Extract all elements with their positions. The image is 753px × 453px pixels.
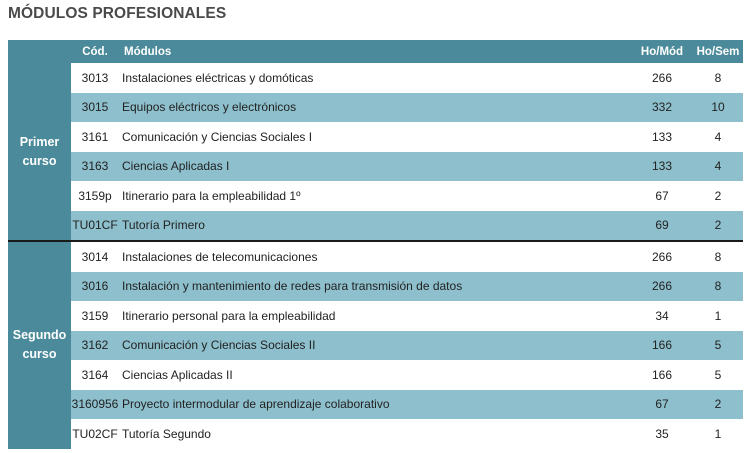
table-row xyxy=(8,390,743,420)
module-name-cell: Proyecto intermodular de aprendizaje colaborativo xyxy=(119,390,631,420)
hours-week-cell: 4 xyxy=(693,122,743,152)
module-code-cell: 3013 xyxy=(71,63,119,93)
course-group-label-line1: Primer xyxy=(19,134,60,149)
module-name-cell: Ciencias Aplicadas II xyxy=(119,360,631,390)
table-row xyxy=(8,241,743,272)
module-name-cell: Comunicación y Ciencias Sociales I xyxy=(119,122,631,152)
hours-module-cell: 266 xyxy=(631,272,693,302)
table-row xyxy=(8,360,743,390)
module-name-cell: Itinerario para la empleabilidad 1º xyxy=(119,181,631,211)
hours-week-cell: 1 xyxy=(693,301,743,331)
hours-week-cell: 5 xyxy=(693,331,743,361)
module-name-cell: Instalaciones de telecomunicaciones xyxy=(119,241,631,272)
course-group-label-line2: curso xyxy=(22,153,57,168)
hours-module-cell: 67 xyxy=(631,181,693,211)
module-code-cell: 3163 xyxy=(71,152,119,182)
hours-week-cell: 2 xyxy=(693,211,743,242)
table-header-row xyxy=(8,40,743,63)
table-row xyxy=(8,272,743,302)
module-code-cell: 3164 xyxy=(71,360,119,390)
table-row xyxy=(8,152,743,182)
table-row xyxy=(8,63,743,93)
hours-week-cell: 8 xyxy=(693,272,743,302)
hours-module-cell: 332 xyxy=(631,93,693,123)
course-group-label xyxy=(8,63,71,241)
module-name-cell: Tutoría Segundo xyxy=(119,419,631,449)
module-code-cell: 3162 xyxy=(71,331,119,361)
module-code-cell: 3159 xyxy=(71,301,119,331)
hours-week-cell: 4 xyxy=(693,152,743,182)
table-body xyxy=(8,63,743,449)
course-group-label-line2: curso xyxy=(22,347,57,362)
table-row xyxy=(8,331,743,361)
course-group-label-line1: Segundo xyxy=(12,328,67,343)
module-code-cell: 3161 xyxy=(71,122,119,152)
table-row xyxy=(8,181,743,211)
hours-module-cell: 266 xyxy=(631,241,693,272)
table-row xyxy=(8,211,743,242)
hours-week-cell: 1 xyxy=(693,419,743,449)
hours-week-cell: 8 xyxy=(693,63,743,93)
page-title: MÓDULOS PROFESIONALES xyxy=(8,5,227,22)
hours-module-cell: 166 xyxy=(631,360,693,390)
module-code-cell: TU02CF xyxy=(71,419,119,449)
hours-module-cell: 67 xyxy=(631,390,693,420)
hours-week-cell: 10 xyxy=(693,93,743,123)
table-row xyxy=(8,419,743,449)
hours-module-cell: 69 xyxy=(631,211,693,242)
module-column-header: Módulos xyxy=(119,40,631,63)
module-name-cell: Ciencias Aplicadas I xyxy=(119,152,631,182)
module-name-cell: Instalaciones eléctricas y domóticas xyxy=(119,63,631,93)
module-name-cell: Tutoría Primero xyxy=(119,211,631,242)
module-code-cell: 3159p xyxy=(71,181,119,211)
module-code-cell: 3160956 xyxy=(71,390,119,420)
hours-module-cell: 133 xyxy=(631,152,693,182)
table-row xyxy=(8,301,743,331)
table-row xyxy=(8,122,743,152)
module-code-cell: 3014 xyxy=(71,241,119,272)
hours-week-cell: 8 xyxy=(693,241,743,272)
hours-module-cell: 35 xyxy=(631,419,693,449)
hours-module-cell: 133 xyxy=(631,122,693,152)
module-name-cell: Comunicación y Ciencias Sociales II xyxy=(119,331,631,361)
module-code-cell: 3016 xyxy=(71,272,119,302)
module-code-cell: TU01CF xyxy=(71,211,119,242)
hours-week-cell: 5 xyxy=(693,360,743,390)
code-column-header: Cód. xyxy=(71,40,119,63)
modules-table xyxy=(8,40,743,449)
hours-module-cell: 34 xyxy=(631,301,693,331)
hours-module-column-header: Ho/Mód xyxy=(631,40,693,63)
hours-module-cell: 166 xyxy=(631,331,693,361)
group-header xyxy=(8,40,71,63)
module-name-cell: Equipos eléctricos y electrónicos xyxy=(119,93,631,123)
hours-week-cell: 2 xyxy=(693,181,743,211)
module-name-cell: Itinerario personal para la empleabilidad xyxy=(119,301,631,331)
module-code-cell: 3015 xyxy=(71,93,119,123)
module-name-cell: Instalación y mantenimiento de redes para transmisión de datos xyxy=(119,272,631,302)
course-group-label xyxy=(8,241,71,449)
hours-module-cell: 266 xyxy=(631,63,693,93)
hours-week-column-header: Ho/Sem xyxy=(693,40,743,63)
hours-week-cell: 2 xyxy=(693,390,743,420)
table-row xyxy=(8,93,743,123)
